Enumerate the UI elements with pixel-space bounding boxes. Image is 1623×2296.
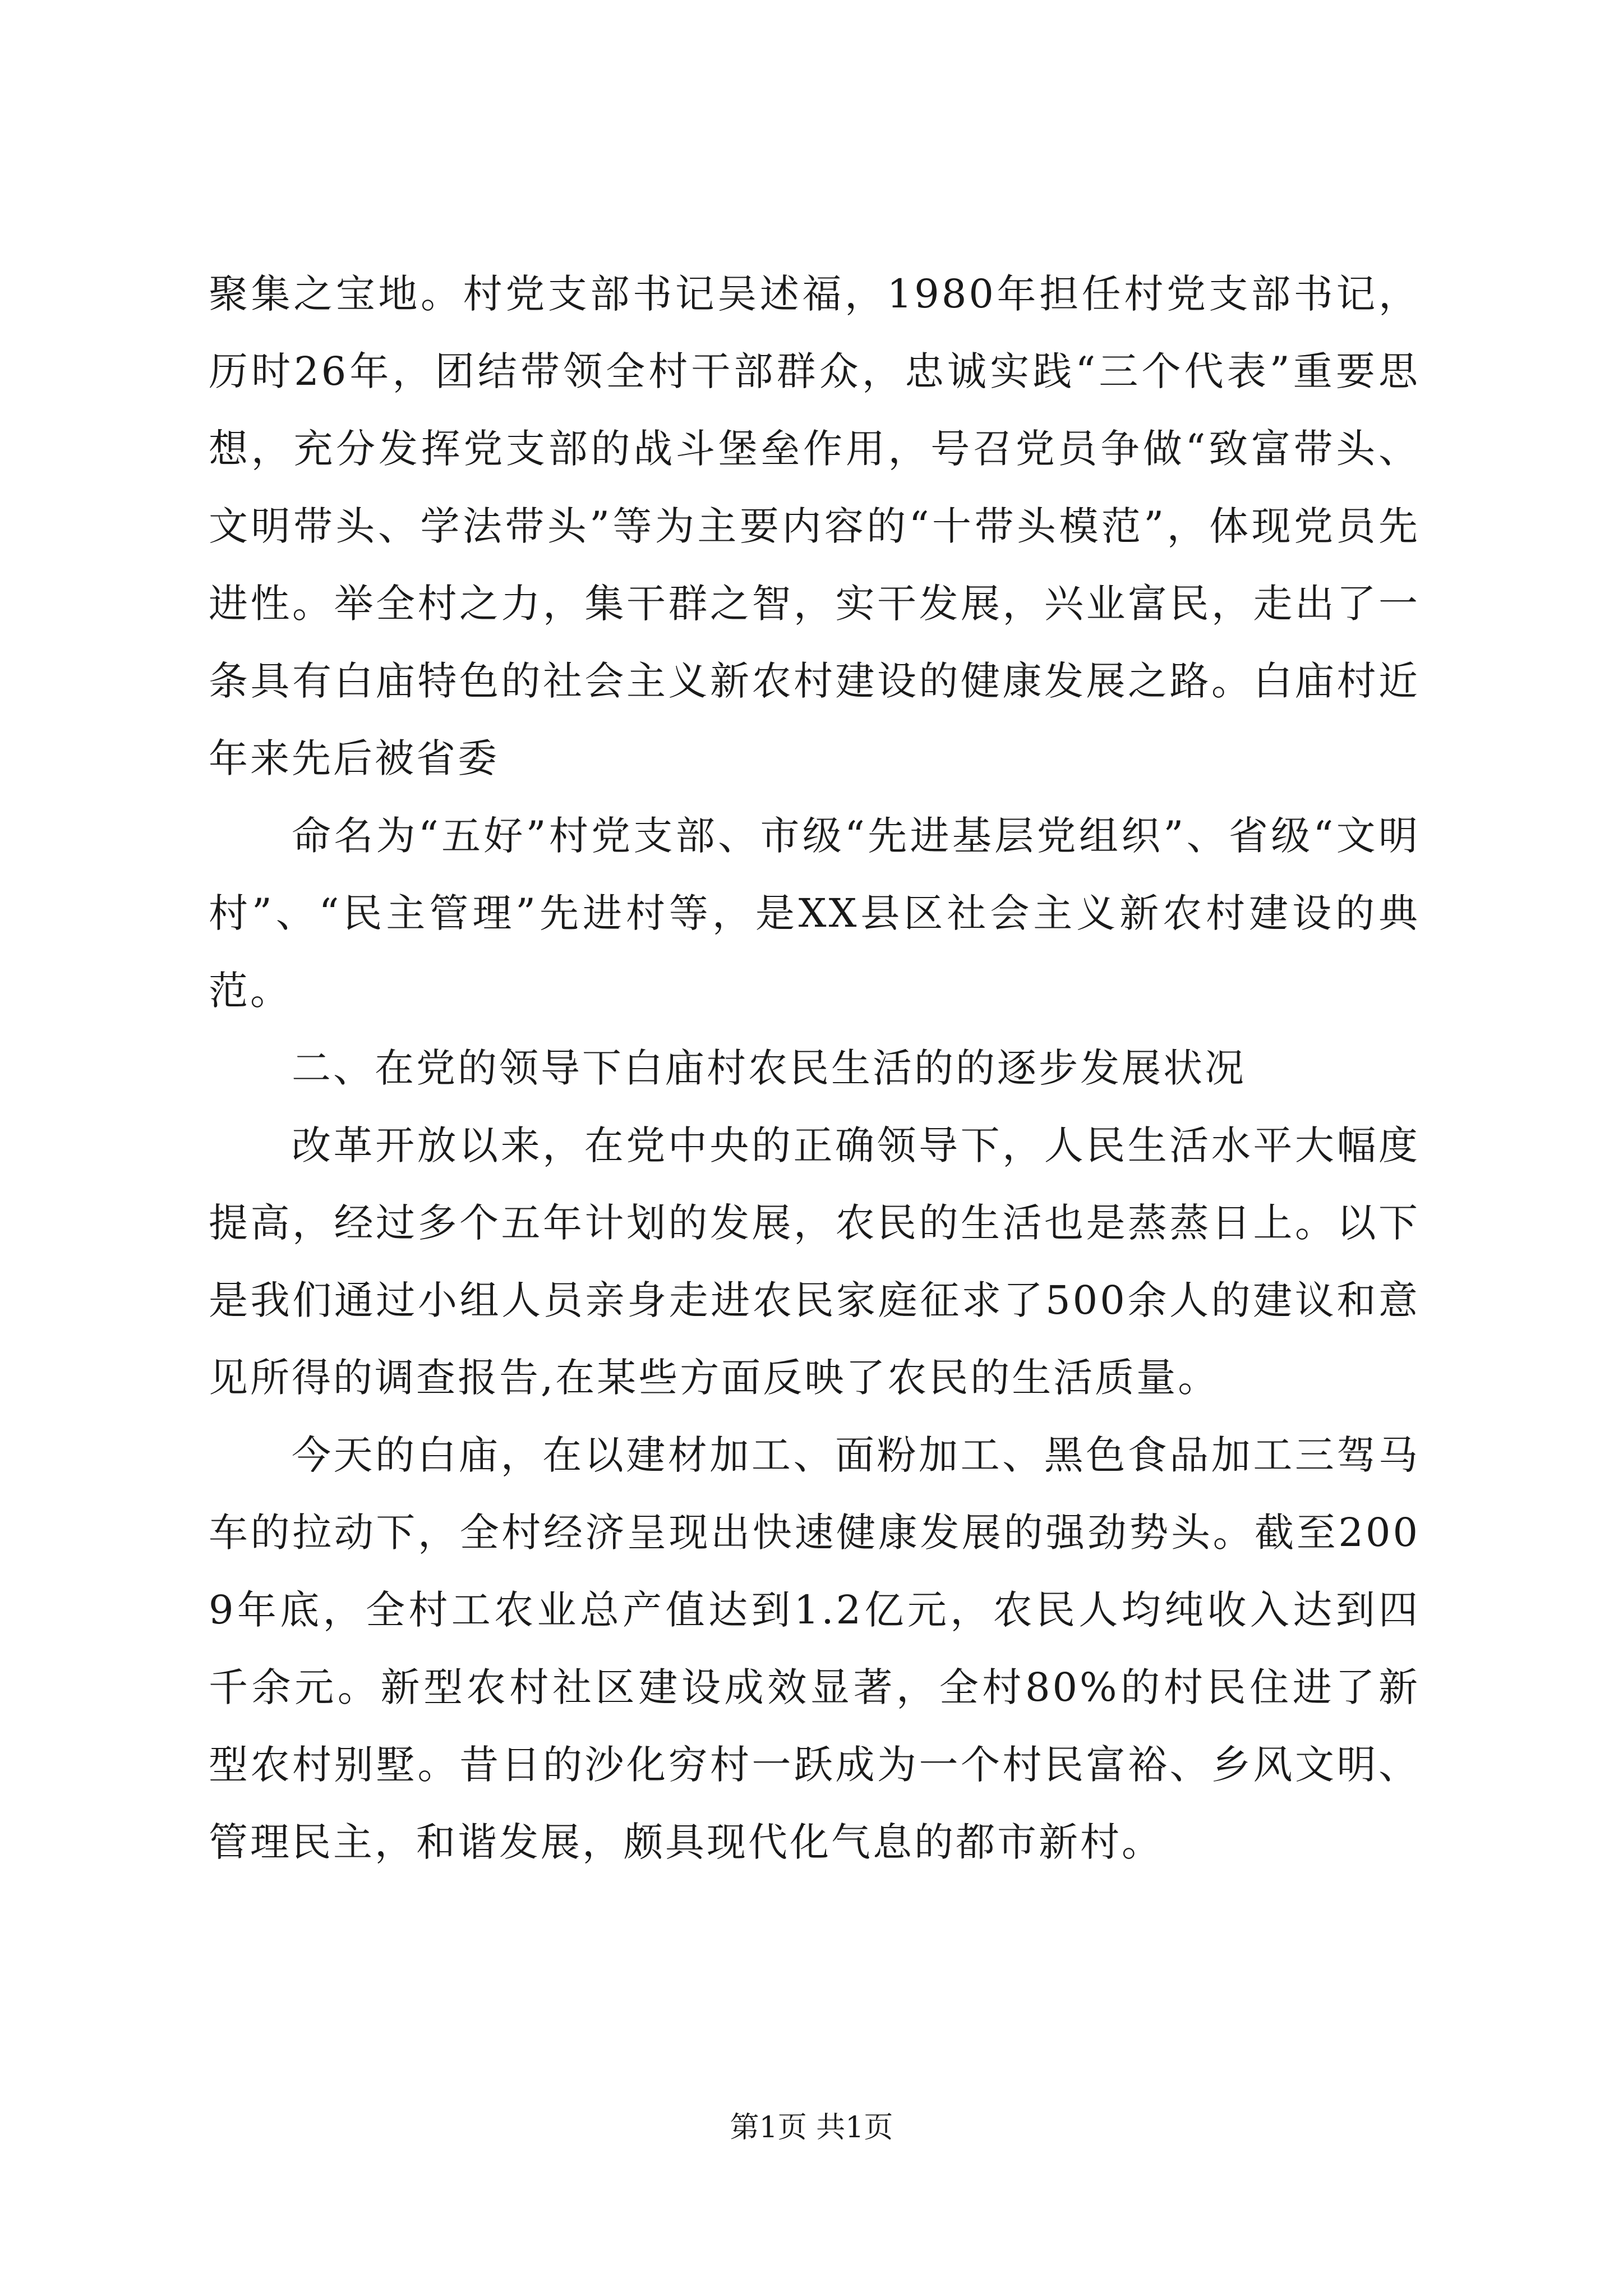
document-body	[209, 255, 1420, 1881]
paragraph-4: 今天的白庙，在以建材加工、面粉加工、黑色食品加工三驾马车的拉动下，全村经济呈现出快速健康发展的强劲势头。截至2009年底，全村工农业总产值达到1.2亿元，农民人均纯收入达到四千余元。新型农村社区建设成效显著，全村80%的村民住进了新型农村别墅。昔日的沙化穷村一跃成为一个村民富裕、乡风文明、管理民主，和谐发展，颇具现代化气息的都市新村。	[209, 1432, 1420, 1865]
section-heading: 二、在党的领导下白庙村农民生活的的逐步发展状况	[292, 1045, 1246, 1091]
paragraph-3: 改革开放以来，在党中央的正确领导下，人民生活水平大幅度提高，经过多个五年计划的发展，农民的生活也是蒸蒸日上。以下是我们通过小组人员亲身走进农民家庭征求了500余人的建议和意见所得的调查报告,在某些方面反映了农民的生活质量。	[209, 1122, 1420, 1401]
paragraph-1: 聚集之宝地。村党支部书记吴述福，1980年担任村党支部书记，历时26年，团结带领全村干部群众，忠诚实践“三个代表”重要思想，充分发挥党支部的战斗堡垒作用，号召党员争做“致富带头、文明带头、学法带头”等为主要内容的“十带头模范”，体现党员先进性。举全村之力，集干群之智，实干发展，兴业富民，走出了一条具有白庙特色的社会主义新农村建设的健康发展之路。白庙村近年来先后被省委	[209, 271, 1420, 781]
page-number-footer: 第1页 共1页	[730, 2111, 893, 2145]
paragraph-2: 命名为“五好”村党支部、市级“先进基层党组织”、省级“文明村”、“民主管理”先进村等，是XX县区社会主义新农村建设的典范。	[209, 813, 1420, 1014]
